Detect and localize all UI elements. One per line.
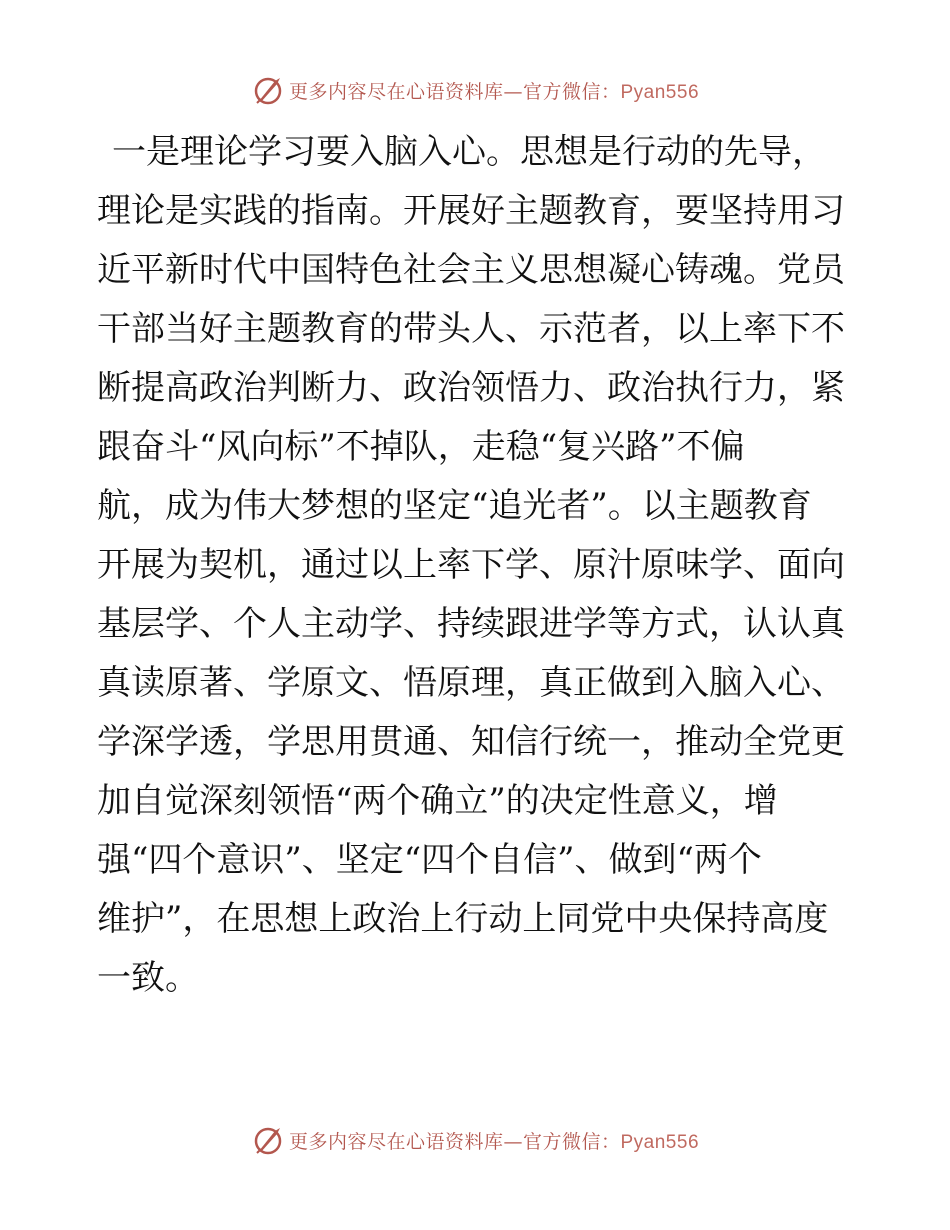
document-body [97,123,857,1008]
body-line: 强“四个意识”、坚定“四个自信”、做到“两个 [97,840,762,880]
quill-pen-logo-icon [251,1123,285,1157]
body-line: 学深学透，学思用贯通、知信行统一，推动全党更 [97,722,845,762]
body-line: 断提高政治判断力、政治领悟力、政治执行力，紧 [97,368,845,408]
body-line: 跟奋斗“风向标”不掉队，走稳“复兴路”不偏 [97,427,745,467]
footer-wechat-id: Pyan556 [620,1131,700,1153]
footer-site-text: 更多内容尽在心语资料库— [288,1130,523,1153]
body-line: 加自觉深刻领悟“两个确立”的决定性意义，增 [97,781,778,821]
body-line: 基层学、个人主动学、持续跟进学等方式，认认真 [97,604,845,644]
body-line: 真读原著、学原文、悟原理，真正做到入脑入心、 [97,663,845,703]
header-wechat-id: Pyan556 [620,81,700,103]
body-line: 干部当好主题教育的带头人、示范者，以上率下不 [97,309,845,349]
header-banner-text [289,77,699,104]
footer-wechat-label: 官方微信： [522,1130,621,1153]
header-watermark-banner [0,70,950,110]
body-line: 一致。 [97,958,199,998]
footer-watermark-banner [0,1120,950,1160]
header-site-text: 更多内容尽在心语资料库— [288,80,523,103]
header-wechat-label: 官方微信： [522,80,621,103]
body-line: 理论是实践的指南。开展好主题教育，要坚持用习 [97,191,845,231]
quill-pen-logo-icon [251,73,285,107]
footer-banner-text [289,1127,699,1154]
body-line: 一是理论学习要入脑入心。思想是行动的先导， [112,132,826,172]
body-line: 近平新时代中国特色社会主义思想凝心铸魂。党员 [97,250,845,290]
body-line: 维护”，在思想上政治上行动上同党中央保持高度 [97,899,829,939]
body-line: 航，成为伟大梦想的坚定“追光者”。以主题教育 [97,486,812,526]
body-line: 开展为契机，通过以上率下学、原汁原味学、面向 [97,545,845,585]
